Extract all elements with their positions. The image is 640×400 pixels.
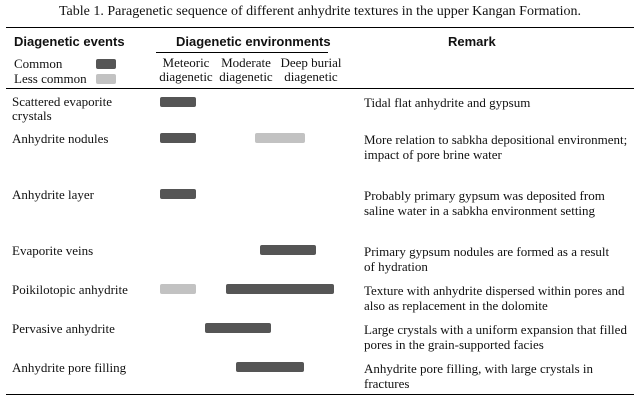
bar-poikilotopic-moderate-deep [226, 284, 334, 294]
environments-underline [156, 52, 328, 53]
row-remark: Large crystals with a uniform expansion that filled pores in the grain-supported facies [364, 322, 627, 352]
bottom-rule [6, 394, 634, 395]
env-meteoric [154, 56, 218, 84]
row-event: Anhydrite nodules [12, 131, 109, 146]
bar-scattered-meteoric [160, 97, 196, 107]
row-remark: Anhydrite pore filling, with large crystals in fractures [364, 361, 594, 391]
env-deep-burial [276, 56, 346, 84]
row-remark: Primary gypsum nodules are formed as a result of hydration [364, 244, 610, 274]
row-remark: Probably primary gypsum was deposited from saline water in a sabkha environment setting [364, 188, 605, 218]
row-event: Anhydrite pore filling [12, 360, 127, 375]
env-deep-burial-line2: diagenetic [284, 69, 338, 84]
top-rule [6, 27, 634, 28]
header-environments: Diagenetic environments [176, 34, 331, 49]
header-rule [6, 88, 634, 89]
row-remark: More relation to sabkha depositional environment; impact of pore brine water [364, 132, 628, 162]
row-event: Evaporite veins [12, 243, 94, 258]
row-remark: Texture with anhydrite dispersed within pores and also as replacement in the dolomite [364, 283, 625, 313]
bar-nodules-moderate [255, 133, 305, 143]
row-event: Scattered evaporite crystals [12, 94, 112, 123]
env-moderate-line1: Moderate [221, 55, 271, 70]
legend-less-common-swatch [96, 74, 116, 84]
header-remark: Remark [448, 34, 496, 49]
bar-pervasive-meteoric-moderate [205, 323, 271, 333]
bar-nodules-meteoric [160, 133, 196, 143]
legend-common-label: Common [14, 56, 63, 71]
row-event: Pervasive anhydrite [12, 321, 115, 336]
env-moderate [216, 56, 276, 84]
legend-common-swatch [96, 59, 116, 69]
bar-poikilotopic-meteoric [160, 284, 196, 294]
env-meteoric-line1: Meteoric [162, 55, 210, 70]
row-remark: Tidal flat anhydrite and gypsum [364, 95, 531, 110]
row-event: Poikilotopic anhydrite [12, 282, 128, 297]
bar-veins-moderate [260, 245, 316, 255]
row-event: Anhydrite layer [12, 187, 94, 202]
header-events: Diagenetic events [14, 34, 125, 49]
bar-layer-meteoric [160, 189, 196, 199]
env-deep-burial-line1: Deep burial [280, 55, 342, 70]
env-meteoric-line2: diagenetic [159, 69, 213, 84]
legend-less-common-label: Less common [14, 71, 87, 86]
bar-pore-filling-moderate [236, 362, 304, 372]
table-caption: Table 1. Paragenetic sequence of different anhydrite textures in the upper Kangan Formation. [58, 4, 582, 19]
env-moderate-line2: diagenetic [219, 69, 273, 84]
